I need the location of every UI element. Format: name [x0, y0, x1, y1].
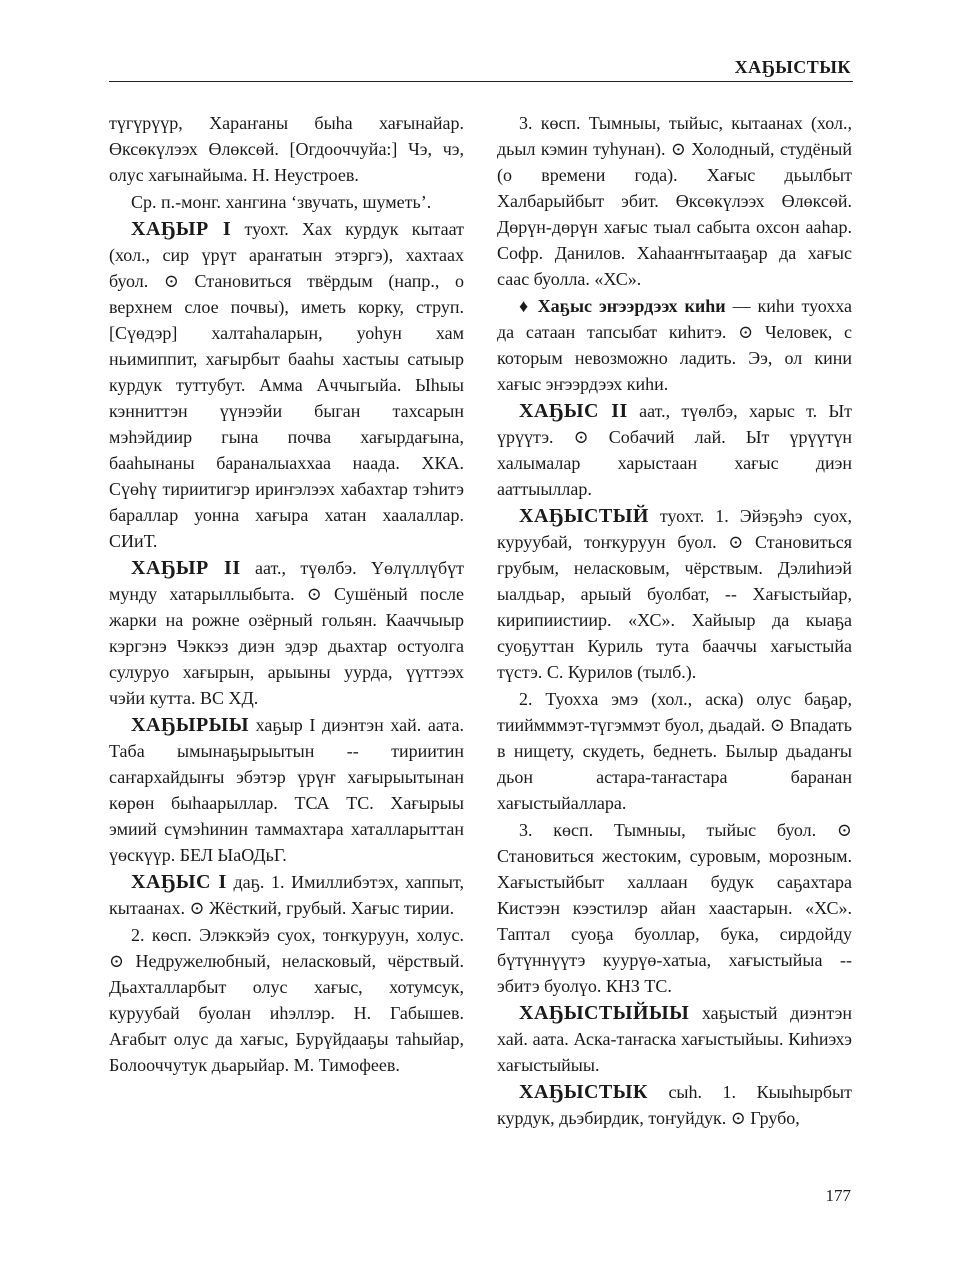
- dictionary-entry: [109, 555, 464, 711]
- entry-text: 3. көсп. Тымныы, тыйыс, кытаанах (хол., дьыл кэмин туһунан). ⊙ Холодный, студёный (о времени года). Хағыс дьылбыт Халбарыйбыт эбит. Өксөкүлээх Өлөксөй. Дөрүн-дөрүн хағыс тыал сабыта охсон ааһар. Софр. Данилов. Хаһааҥҥытааҕар да хағыс саас буолла. «ХС».: [497, 113, 852, 289]
- dictionary-entry: [497, 686, 852, 816]
- dictionary-entry: [497, 503, 852, 685]
- dictionary-entry: [109, 712, 464, 868]
- left-column: [109, 110, 464, 1079]
- entry-idiom: ♦ Хаҕыс эҥээрдээх киһи: [519, 296, 726, 316]
- entry-headword: ХАҔЫР II: [131, 557, 241, 579]
- entry-headword: ХАҔЫРЫЫ: [131, 714, 249, 736]
- dictionary-entry: [497, 1000, 852, 1078]
- entry-text: туохт. 1. Эйэҕэһэ суох, куруубай, тоҥкуруун буол. ⊙ Становиться грубым, неласковым, чёрствым. Дэлиһиэй ыалдьар, арыый буолбат, -- Хағыстыйар, кирипиистиир. «ХС». Хайыыр да кыаҕа суоҕуттан Куриль тута бааччы хағыстыйа түстэ. С. Курилов (тылб.).: [497, 506, 852, 682]
- running-head-title: ХАҔЫСТЫК: [734, 57, 851, 77]
- entry-text: 2. Туохха эмэ (хол., аска) олус баҕар, тииймммэт-түгэммэт буол, дьадай. ⊙ Впадать в нищету, скудеть, беднеть. Былыр дьадаҥы дьон астара-таҥастара баранан хағыстыйаллара.: [497, 689, 852, 813]
- entry-text: сыһ. 1. Кыыһырбыт курдук, дьэбирдик, тоҥуйдук. ⊙ Грубо,: [497, 1082, 852, 1128]
- entry-text: 2. көсп. Элэккэйэ суох, тоҥкуруун, холус. ⊙ Недружелюбный, неласковый, чёрствый. Дьахталларбыт олус хағыс, хотумсук, куруубай буолан иһэллэр. Н. Габышев. Ағабыт олус да хағыс, Бурүйдааҕы таһыйар, Болооччутук дьарыйар. М. Тимофеев.: [109, 925, 464, 1075]
- entry-text: түгүрүүр, Хараҥаны быһа хағынайар. Өксөкүлээх Өлөксөй. [Огдооччуйа:] Чэ, чэ, олус хағынайыма. Н. Неустроев.: [109, 113, 464, 185]
- entry-headword: ХАҔЫСТЫЙЫЫ: [519, 1002, 690, 1024]
- entry-text: 3. көсп. Тымныы, тыйыс буол. ⊙ Становиться жестоким, суровым, морозным. Хағыстыйбыт халлаан будук саҕахтара Кистээн кээстилэр айан хаастарын. «ХС». Таптал суоҕа буоллар, бука, сирдойду бүтүннүүтэ куурүө-хатыа, хағыстыйыа -- эбитэ буолүо. КНЗ ТС.: [497, 820, 852, 996]
- entry-headword: ХАҔЫС II: [519, 400, 628, 422]
- dictionary-entry: [497, 398, 852, 502]
- page-number: 177: [825, 1186, 851, 1205]
- dictionary-entry: [109, 110, 464, 188]
- right-column: [497, 110, 852, 1132]
- running-head: [109, 55, 853, 82]
- entry-text: хаҕыстый диэнтэн хай. аата. Аска-таҥаска хағыстыйыы. Киһиэхэ хағыстыйыы.: [497, 1003, 852, 1075]
- dictionary-entry: [109, 216, 464, 554]
- entry-text: — киһи туохха да сатаан тапсыбат киһитэ. ⊙ Человек, с которым невозможно ладить. Ээ, ол кини хағыс эҥээрдээх киһи.: [497, 296, 852, 394]
- entry-headword: ХАҔЫСТЫК: [519, 1081, 648, 1103]
- entry-headword: ХАҔЫС I: [131, 871, 227, 893]
- entry-text: туохт. Хах курдук кытаат (хол., сир үрүт араҥатын этэргэ), хахтаах буол. ⊙ Становиться твёрдым (напр., о верхнем слое почвы), иметь корку, струп. [Сүөдэр] халтаһаларын, уоһун хам ньимиппит, хағырбыт бааһы хастыы сатыыр курдук туттубут. Амма Аччыгыйа. Ыһыы кэнниттэн үүнээйи быган тахсарын мэһэйдиир гына почва хағырдағына, бааһынаны бараналыаххаа наада. ХКА. Сүөһү тириитигэр ириҥэлээх хабахтар тэһитэ бараллар уонна хағыра хатан хаалаллар. СИиТ.: [109, 219, 464, 551]
- entry-text: хаҕыр I диэнтэн хай. аата. Таба ымынаҕырыытын -- тириитин саҥархайдыҥы эбэтэр үрүҥ хағырыытынан көрөн быһаарыллар. ТСА ТС. Хағырыы эмиий сүмэһинин таммахтара хаталларыттан үөскүүр. БЕЛ ЫаОДьГ.: [109, 715, 464, 865]
- dictionary-entry: [109, 869, 464, 921]
- dictionary-entry: [497, 293, 852, 397]
- entry-text: аат., түөлбэ. Үөлүллүбүт мунду хатарыллыбыта. ⊙ Сушёный после жарки на рожне озёрный гольян. Кааччыыр кэргэнэ Чэккэз диэн эдэр дьахтар остуолга сулуруо хағырын, арыыны уурда, үүттээх чэйи кутта. ВС ХД.: [109, 558, 465, 708]
- entry-text: аат., түөлбэ, харыс т. Ыт үрүүтэ. ⊙ Собачий лай. Ыт үрүүтүн халымалар харыстаан хағыс диэн ааттыыллар.: [497, 401, 853, 499]
- dictionary-entry: [497, 817, 852, 999]
- dictionary-entry: [109, 922, 464, 1078]
- dictionary-entry: [497, 1079, 852, 1131]
- entry-text: даҕ. 1. Имиллибэтэх, хаппыт, кытаанах. ⊙ Жёсткий, грубый. Хағыс тирии.: [109, 872, 465, 918]
- entry-text: Ср. п.-монг. хангина ‘звучать, шуметь’.: [131, 192, 432, 212]
- dictionary-entry: [497, 110, 852, 292]
- entry-headword: ХАҔЫСТЫЙ: [519, 505, 649, 527]
- entry-headword: ХАҔЫР I: [131, 218, 232, 240]
- dictionary-entry: [109, 189, 464, 215]
